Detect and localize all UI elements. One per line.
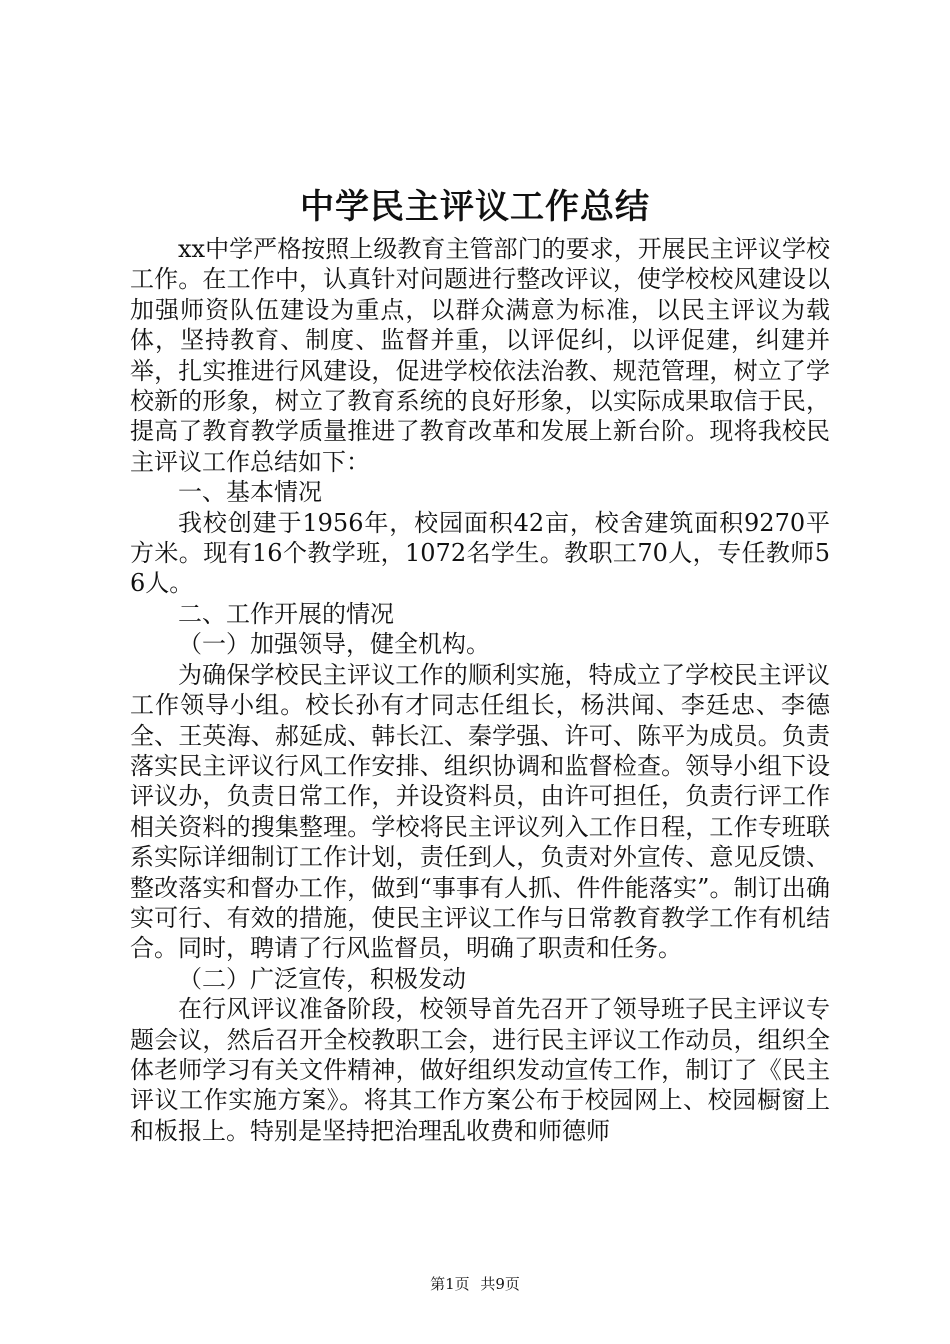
paragraph-basic-situation: 我校创建于1956年，校园面积42亩，校舍建筑面积9270平方米。现有16个教学班，1072名学生。教职工70人，专任教师56人。 — [130, 508, 830, 598]
heading-work-progress: 二、工作开展的情况 — [178, 599, 394, 628]
document-body — [130, 234, 830, 1146]
paragraph-leadership: 为确保学校民主评议工作的顺利实施，特成立了学校民主评议工作领导小组。校长孙有才同志任组长，杨洪闻、李廷忠、李德全、王英海、郝延成、韩长江、秦学强、许可、陈平为成员。负责落实民主评议行风工作安排、组织协调和监督检查。领导小组下设评议办，负责日常工作，并设资料员，由许可担任，负责行评工作相关资料的搜集整理。学校将民主评议列入工作日程，工作专班联系实际详细制订工作计划，责任到人，负责对外宣传、意见反馈、整改落实和督办工作，做到“事事有人抓、件件能落实”。制订出确实可行、有效的措施，使民主评议工作与日常教育教学工作有机结合。同时，聘请了行风监督员，明确了职责和任务。 — [130, 660, 830, 963]
document-title: 中学民主评议工作总结 — [300, 187, 650, 227]
paragraph-intro: xx中学严格按照上级教育主管部门的要求，开展民主评议学校工作。在工作中，认真针对问题进行整改评议，使学校校风建设以加强师资队伍建设为重点，以群众满意为标准，以民主评议为载体，坚持教育、制度、监督并重，以评促纠，以评促建，纠建并举，扎实推进行风建设，促进学校依法治教、规范管理，树立了学校新的形象，树立了教育系统的良好形象，以实际成果取信于民，提高了教育教学质量推进了教育改革和发展上新台阶。现将我校民主评议工作总结如下： — [130, 235, 830, 476]
paragraph-publicity: 在行风评议准备阶段，校领导首先召开了领导班子民主评议专题会议，然后召开全校教职工会，进行民主评议工作动员，组织全体老师学习有关文件精神，做好组织发动宣传工作，制订了《民主评议工作实施方案》。将其工作方案公布于校园网上、校园橱窗上和板报上。特别是坚持把治理乱收费和师德师 — [130, 995, 830, 1145]
page-total: 共9页 — [480, 1275, 520, 1293]
subheading-publicity: （二）广泛宣传，积极发动 — [178, 964, 466, 993]
subheading-leadership: （一）加强领导，健全机构。 — [178, 630, 490, 659]
heading-basic-situation: 一、基本情况 — [178, 478, 322, 507]
page-footer — [0, 1274, 950, 1294]
page-number: 第1页 — [430, 1275, 470, 1293]
